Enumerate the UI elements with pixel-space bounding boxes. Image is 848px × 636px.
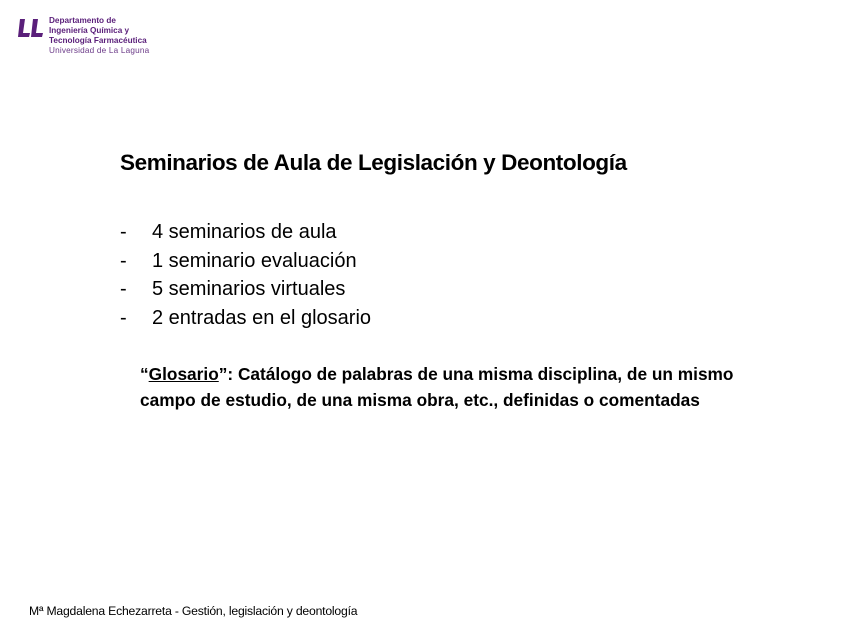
logo-line-2: Ingeniería Química y xyxy=(49,26,130,35)
logo-university: Universidad de La Laguna xyxy=(49,46,150,55)
footer-author: Mª Magdalena Echezarreta - Gestión, legislación y deontología xyxy=(29,604,358,618)
bullet-list xyxy=(120,218,371,332)
close-quote: ”: xyxy=(218,364,238,384)
bullet-marker: - xyxy=(120,221,127,243)
glossary-definition xyxy=(140,361,780,413)
open-quote: “ xyxy=(140,364,149,384)
logo-text xyxy=(49,16,209,56)
list-item xyxy=(120,247,371,276)
logo-line-1: Departamento de xyxy=(49,16,116,25)
ull-logo-icon xyxy=(18,18,44,38)
list-item xyxy=(120,275,371,304)
bullet-text: 4 seminarios de aula xyxy=(152,221,337,243)
bullet-marker: - xyxy=(120,249,127,272)
bullet-text: 2 entradas en el glosario xyxy=(152,306,372,329)
bullet-text: 1 seminario evaluación xyxy=(152,249,357,272)
list-item xyxy=(120,218,371,247)
bullet-marker: - xyxy=(120,306,127,329)
list-item xyxy=(120,304,371,333)
bullet-text: 5 seminarios virtuales xyxy=(152,278,346,300)
slide-title: Seminarios de Aula de Legislación y Deontología xyxy=(120,150,627,175)
definition-text: Catálogo de palabras de una misma disciplina, de un mismo campo de estudio, de una misma obra, etc., definidas o comentadas xyxy=(140,364,734,410)
glossary-term: Glosario xyxy=(148,364,219,384)
bullet-marker: - xyxy=(120,278,127,300)
logo-line-3: Tecnología Farmacéutica xyxy=(49,36,147,45)
